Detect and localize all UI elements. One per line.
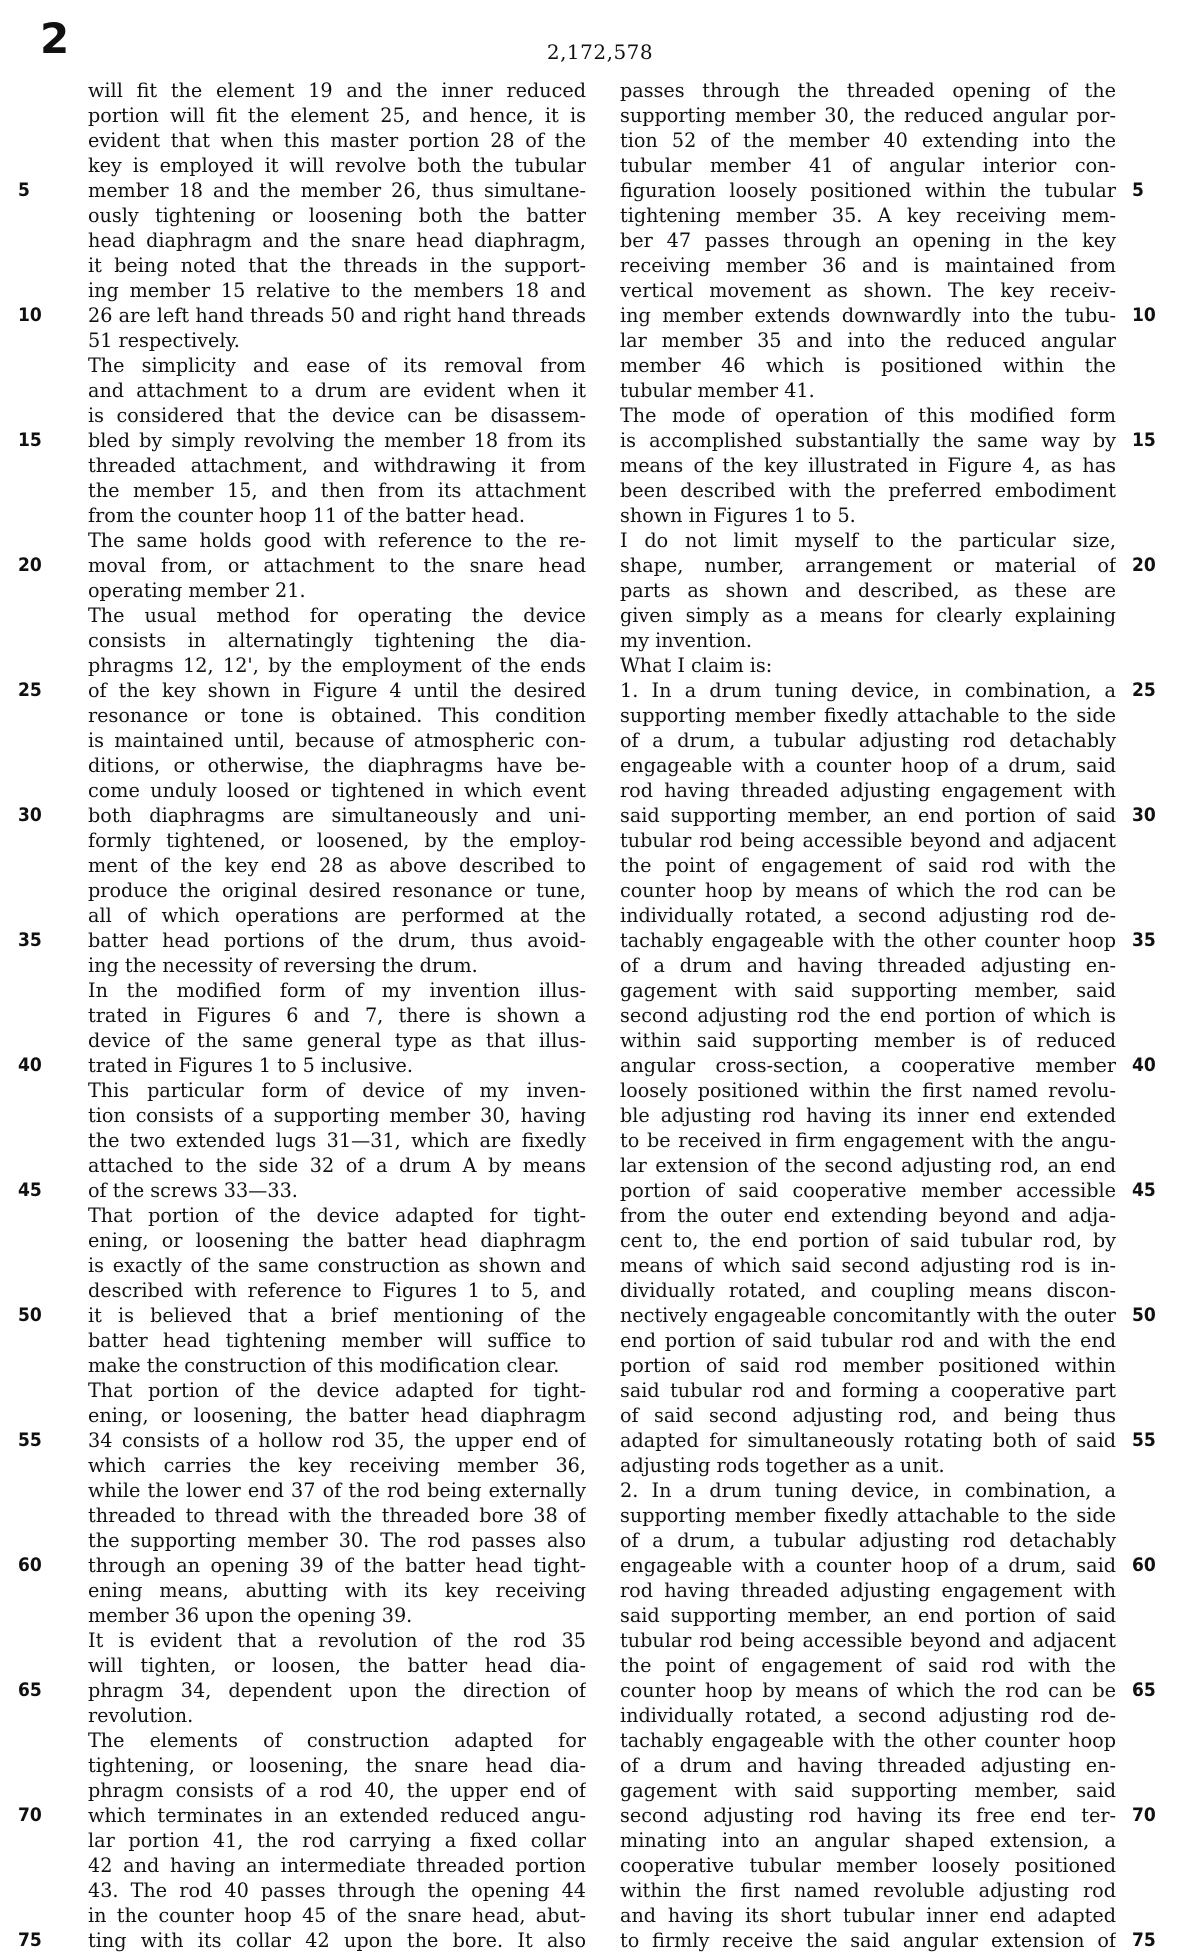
- text-line: counter hoop by means of which the rod can be: [620, 1679, 1116, 1702]
- text-line: 42 and having an intermediate threaded portion: [88, 1854, 586, 1877]
- line-number-right: 15: [1132, 429, 1156, 451]
- text-line: lar extension of the second adjusting rod, an end: [620, 1154, 1116, 1177]
- text-line: produce the original desired resonance or tune,: [88, 879, 586, 902]
- text-line: angular cross-section, a cooperative member: [620, 1054, 1116, 1077]
- text-line: ening, or loosening, the batter head diaphragm: [88, 1404, 586, 1427]
- text-line: is accomplished substantially the same way by: [620, 429, 1116, 452]
- text-line: 43. The rod 40 passes through the opening 44: [88, 1879, 586, 1902]
- text-line: second adjusting rod the end portion of which is: [620, 1004, 1116, 1027]
- line-number-right: 25: [1132, 679, 1156, 701]
- text-line: which terminates in an extended reduced angu-: [88, 1804, 586, 1827]
- line-number-right: 20: [1132, 554, 1156, 576]
- text-line: it is believed that a brief mentioning of the: [88, 1304, 586, 1327]
- text-line: of a drum and having threaded adjusting en-: [620, 954, 1116, 977]
- text-line: of the screws 33—33.: [88, 1179, 298, 1202]
- text-line: while the lower end 37 of the rod being externally: [88, 1479, 586, 1502]
- text-line: of a drum, a tubular adjusting rod detachably: [620, 729, 1116, 752]
- left-text-column: [88, 78, 586, 1953]
- patent-number: 2,172,578: [546, 40, 654, 64]
- line-number-right: 40: [1132, 1054, 1156, 1076]
- text-line: within said supporting member is of reduced: [620, 1029, 1116, 1052]
- text-line: 2. In a drum tuning device, in combination, a: [620, 1479, 1116, 1502]
- page-number: 2: [40, 14, 70, 63]
- text-line: That portion of the device adapted for tight-: [88, 1204, 586, 1227]
- text-line: parts as shown and described, as these are: [620, 579, 1116, 602]
- text-line: 51 respectively.: [88, 329, 240, 352]
- text-line: vertical movement as shown. The key receiv-: [620, 279, 1116, 302]
- text-line: will tighten, or loosen, the batter head dia-: [88, 1654, 586, 1677]
- text-line: lar portion 41, the rod carrying a fixed collar: [88, 1829, 586, 1852]
- text-line: individually rotated, a second adjusting rod de-: [620, 904, 1116, 927]
- text-line: consists in alternatingly tightening the dia-: [88, 629, 586, 652]
- line-number-left: 45: [18, 1179, 42, 1201]
- text-line: of said second adjusting rod, and being thus: [620, 1404, 1116, 1427]
- text-line: In the modified form of my invention illus-: [88, 979, 586, 1002]
- text-line: I do not limit myself to the particular size,: [620, 529, 1116, 552]
- text-line: ously tightening or loosening both the batter: [88, 204, 586, 227]
- text-line: threaded attachment, and withdrawing it from: [88, 454, 586, 477]
- text-line: cooperative tubular member loosely positioned: [620, 1854, 1116, 1877]
- text-line: threaded to thread with the threaded bore 38 of: [88, 1504, 586, 1527]
- text-line: come unduly loosed or tightened in which event: [88, 779, 586, 802]
- text-line: shape, number, arrangement or material of: [620, 554, 1116, 577]
- text-line: member 18 and the member 26, thus simultane-: [88, 179, 586, 202]
- text-line: adapted for simultaneously rotating both of said: [620, 1429, 1116, 1452]
- text-line: figuration loosely positioned within the tubular: [620, 179, 1116, 202]
- text-line: phragms 12, 12', by the employment of the ends: [88, 654, 586, 677]
- text-line: cent to, the end portion of said tubular rod, by: [620, 1229, 1116, 1252]
- text-line: loosely positioned within the first named revolu-: [620, 1079, 1116, 1102]
- text-line: tightening member 35. A key receiving mem-: [620, 204, 1116, 227]
- text-line: batter head tightening member will suffice to: [88, 1329, 586, 1352]
- text-line: 34 consists of a hollow rod 35, the upper end of: [88, 1429, 586, 1452]
- text-line: is considered that the device can be disassem-: [88, 404, 586, 427]
- text-line: ening, or loosening the batter head diaphragm: [88, 1229, 586, 1252]
- text-line: passes through the threaded opening of the: [620, 79, 1116, 102]
- text-line: That portion of the device adapted for tight-: [88, 1379, 586, 1402]
- text-line: operating member 21.: [88, 579, 306, 602]
- line-number-left: 75: [18, 1929, 42, 1951]
- text-line: second adjusting rod having its free end ter-: [620, 1804, 1116, 1827]
- text-line: tion consists of a supporting member 30, having: [88, 1104, 586, 1127]
- text-line: rod having threaded adjusting engagement with: [620, 1579, 1116, 1602]
- text-line: member 46 which is positioned within the: [620, 354, 1116, 377]
- line-number-left: 10: [18, 304, 42, 326]
- text-line: which carries the key receiving member 36,: [88, 1454, 586, 1477]
- text-line: resonance or tone is obtained. This condition: [88, 704, 586, 727]
- text-line: ditions, or otherwise, the diaphragms have be-: [88, 754, 586, 777]
- text-line: This particular form of device of my inven-: [88, 1079, 586, 1102]
- text-line: my invention.: [620, 629, 753, 652]
- text-line: adjusting rods together as a unit.: [620, 1454, 945, 1477]
- text-line: and having its short tubular inner end adapted: [620, 1904, 1116, 1927]
- line-number-right: 60: [1132, 1554, 1156, 1576]
- text-line: engageable with a counter hoop of a drum, said: [620, 754, 1116, 777]
- text-line: said supporting member, an end portion of said: [620, 1604, 1116, 1627]
- text-line: ble adjusting rod having its inner end extended: [620, 1104, 1116, 1127]
- text-line: the supporting member 30. The rod passes also: [88, 1529, 586, 1552]
- text-line: receiving member 36 and is maintained from: [620, 254, 1116, 277]
- right-text-column: [620, 78, 1116, 1953]
- text-line: given simply as a means for clearly explaining: [620, 604, 1116, 627]
- line-number-right: 10: [1132, 304, 1156, 326]
- text-line: tubular member 41.: [620, 379, 815, 402]
- text-line: of a drum and having threaded adjusting en-: [620, 1754, 1116, 1777]
- text-line: gagement with said supporting member, said: [620, 979, 1116, 1002]
- text-line: the two extended lugs 31—31, which are fixedly: [88, 1129, 586, 1152]
- text-line: all of which operations are performed at the: [88, 904, 586, 927]
- line-number-right: 55: [1132, 1429, 1156, 1451]
- text-line: supporting member fixedly attachable to the side: [620, 704, 1116, 727]
- text-line: will fit the element 19 and the inner reduced: [88, 79, 586, 102]
- line-number-left: 55: [18, 1429, 42, 1451]
- text-line: supporting member 30, the reduced angular por-: [620, 104, 1116, 127]
- text-line: revolution.: [88, 1704, 194, 1727]
- line-number-right: 70: [1132, 1804, 1156, 1826]
- text-line: key is employed it will revolve both the tubular: [88, 154, 586, 177]
- line-number-right: 45: [1132, 1179, 1156, 1201]
- text-line: tubular rod being accessible beyond and adjacent: [620, 829, 1116, 852]
- text-line: in the counter hoop 45 of the snare head, abut-: [88, 1904, 586, 1927]
- text-line: it being noted that the threads in the support-: [88, 254, 586, 277]
- text-line: It is evident that a revolution of the rod 35: [88, 1629, 586, 1652]
- text-line: said tubular rod and forming a cooperative part: [620, 1379, 1116, 1402]
- text-line: The same holds good with reference to the re-: [88, 529, 586, 552]
- line-number-left: 70: [18, 1804, 42, 1826]
- text-line: shown in Figures 1 to 5.: [620, 504, 856, 527]
- text-line: formly tightened, or loosened, by the employ-: [88, 829, 586, 852]
- line-number-left: 30: [18, 804, 42, 826]
- text-line: moval from, or attachment to the snare head: [88, 554, 586, 577]
- text-line: supporting member fixedly attachable to the side: [620, 1504, 1116, 1527]
- text-line: make the construction of this modification clear.: [88, 1354, 560, 1377]
- text-line: phragm consists of a rod 40, the upper end of: [88, 1779, 586, 1802]
- line-number-right: 30: [1132, 804, 1156, 826]
- text-line: minating into an angular shaped extension, a: [620, 1829, 1116, 1852]
- line-number-left: 40: [18, 1054, 42, 1076]
- line-number-left: 25: [18, 679, 42, 701]
- text-line: ment of the key end 28 as above described to: [88, 854, 586, 877]
- text-line: and attachment to a drum are evident when it: [88, 379, 586, 402]
- text-line: tightening, or loosening, the snare head dia-: [88, 1754, 586, 1777]
- text-line: ing member 15 relative to the members 18 and: [88, 279, 586, 302]
- text-line: the member 15, and then from its attachment: [88, 479, 586, 502]
- text-line: within the first named revoluble adjusting rod: [620, 1879, 1116, 1902]
- line-number-left: 50: [18, 1304, 42, 1326]
- text-line: through an opening 39 of the batter head tight-: [88, 1554, 586, 1577]
- text-line: tubular rod being accessible beyond and adjacent: [620, 1629, 1116, 1652]
- line-number-right: 75: [1132, 1929, 1156, 1951]
- text-line: attached to the side 32 of a drum A by means: [88, 1154, 586, 1177]
- text-line: described with reference to Figures 1 to 5, and: [88, 1279, 586, 1302]
- text-line: portion of said rod member positioned within: [620, 1354, 1116, 1377]
- text-line: phragm 34, dependent upon the direction of: [88, 1679, 586, 1702]
- text-line: to firmly receive the said angular extension of: [620, 1929, 1116, 1952]
- text-line: tachably engageable with the other counter hoop: [620, 929, 1116, 952]
- text-line: individually rotated, a second adjusting rod de-: [620, 1704, 1116, 1727]
- text-line: end portion of said tubular rod and with the end: [620, 1329, 1116, 1352]
- text-line: batter head portions of the drum, thus avoid-: [88, 929, 586, 952]
- text-line: bled by simply revolving the member 18 from its: [88, 429, 586, 452]
- text-line: is exactly of the same construction as shown and: [88, 1254, 586, 1277]
- text-line: said supporting member, an end portion of said: [620, 804, 1116, 827]
- text-line: ening means, abutting with its key receiving: [88, 1579, 586, 1602]
- line-number-left: 60: [18, 1554, 42, 1576]
- text-line: counter hoop by means of which the rod can be: [620, 879, 1116, 902]
- line-number-right: 65: [1132, 1679, 1156, 1701]
- text-line: portion will fit the element 25, and hence, it is: [88, 104, 586, 127]
- text-line: the point of engagement of said rod with the: [620, 854, 1116, 877]
- text-line: both diaphragms are simultaneously and uni-: [88, 804, 586, 827]
- text-line: is maintained until, because of atmospheric con-: [88, 729, 586, 752]
- text-line: tubular member 41 of angular interior con-: [620, 154, 1116, 177]
- text-line: the point of engagement of said rod with the: [620, 1654, 1116, 1677]
- text-line: lar member 35 and into the reduced angular: [620, 329, 1116, 352]
- line-number-left: 35: [18, 929, 42, 951]
- text-line: means of the key illustrated in Figure 4, as has: [620, 454, 1116, 477]
- text-line: 1. In a drum tuning device, in combination, a: [620, 679, 1116, 702]
- text-line: The simplicity and ease of its removal from: [88, 354, 586, 377]
- text-line: device of the same general type as that illus-: [88, 1029, 586, 1052]
- text-line: trated in Figures 6 and 7, there is shown a: [88, 1004, 586, 1027]
- text-line: ting with its collar 42 upon the bore. It also: [88, 1929, 586, 1952]
- text-line: of a drum, a tubular adjusting rod detachably: [620, 1529, 1116, 1552]
- line-number-left: 65: [18, 1679, 42, 1701]
- text-line: ing member extends downwardly into the tubu-: [620, 304, 1116, 327]
- text-line: gagement with said supporting member, said: [620, 1779, 1116, 1802]
- text-line: to be received in firm engagement with the angu-: [620, 1129, 1116, 1152]
- text-line: tion 52 of the member 40 extending into the: [620, 129, 1116, 152]
- text-line: nectively engageable concomitantly with the outer: [620, 1304, 1116, 1327]
- line-number-right: 50: [1132, 1304, 1156, 1326]
- text-line: 26 are left hand threads 50 and right hand threads: [88, 304, 586, 327]
- text-line: trated in Figures 1 to 5 inclusive.: [88, 1054, 413, 1077]
- text-line: from the outer end extending beyond and adja-: [620, 1204, 1116, 1227]
- text-line: head diaphragm and the snare head diaphragm,: [88, 229, 586, 252]
- text-line: What I claim is:: [620, 654, 773, 677]
- line-number-right: 5: [1132, 179, 1144, 201]
- text-line: of the key shown in Figure 4 until the desired: [88, 679, 586, 702]
- text-line: tachably engageable with the other counter hoop: [620, 1729, 1116, 1752]
- text-line: ber 47 passes through an opening in the key: [620, 229, 1116, 252]
- line-number-left: 15: [18, 429, 42, 451]
- text-line: The usual method for operating the device: [88, 604, 586, 627]
- line-number-left: 5: [18, 179, 30, 201]
- text-line: ing the necessity of reversing the drum.: [88, 954, 478, 977]
- text-line: from the counter hoop 11 of the batter head.: [88, 504, 525, 527]
- text-line: The elements of construction adapted for: [88, 1729, 586, 1752]
- text-line: member 36 upon the opening 39.: [88, 1604, 413, 1627]
- text-line: The mode of operation of this modified form: [620, 404, 1116, 427]
- text-line: evident that when this master portion 28 of the: [88, 129, 586, 152]
- text-line: engageable with a counter hoop of a drum, said: [620, 1554, 1116, 1577]
- line-number-right: 35: [1132, 929, 1156, 951]
- text-line: rod having threaded adjusting engagement with: [620, 779, 1116, 802]
- text-line: means of which said second adjusting rod is in-: [620, 1254, 1116, 1277]
- text-line: portion of said cooperative member accessible: [620, 1179, 1116, 1202]
- line-number-left: 20: [18, 554, 42, 576]
- text-line: dividually rotated, and coupling means discon-: [620, 1279, 1116, 1302]
- text-line: been described with the preferred embodiment: [620, 479, 1116, 502]
